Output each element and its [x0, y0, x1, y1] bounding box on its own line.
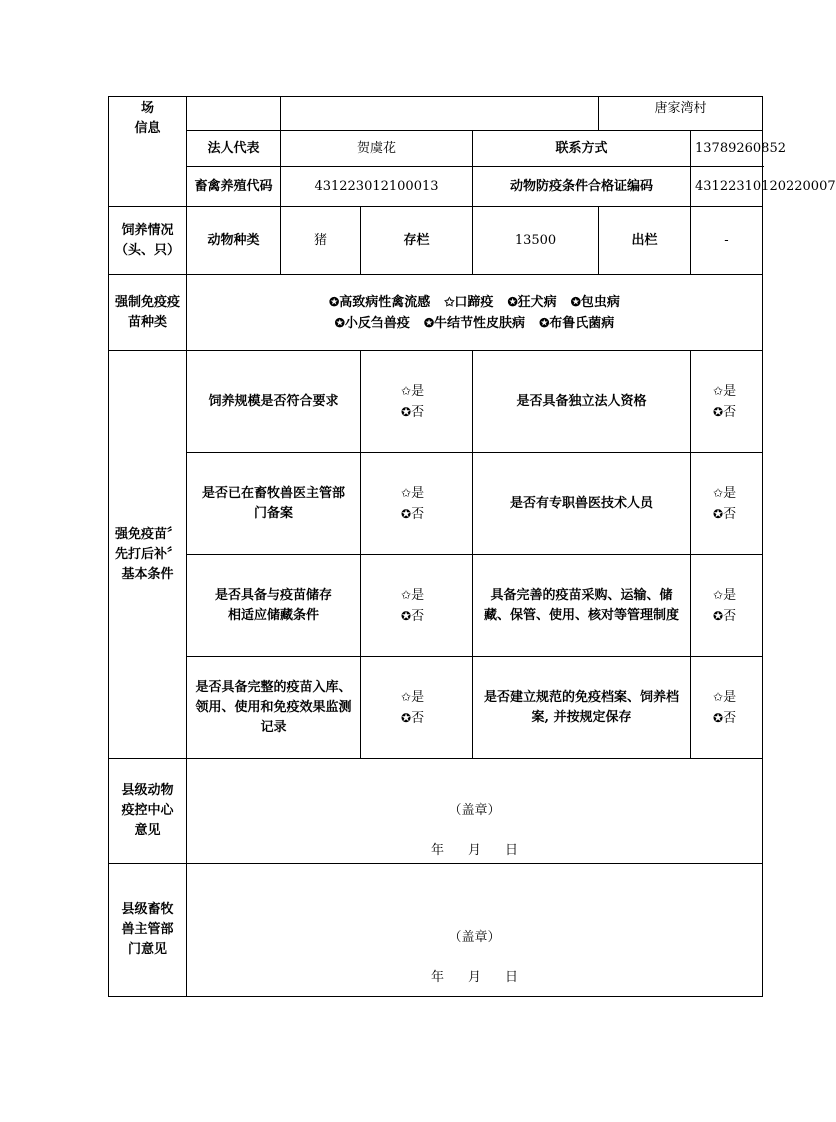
cert-code-label: 动物防疫条件合格证编码: [473, 167, 691, 207]
yes-no-choice[interactable]: ✩是 ✪否: [361, 453, 473, 555]
contact-value: 13789260852: [691, 131, 763, 167]
county-dept-label: 县级畜牧兽主管部门意见: [109, 864, 187, 997]
condition-question: 是否已在畜牧兽医主管部门备案: [187, 453, 361, 555]
radio-icon: ✪: [423, 315, 435, 330]
radio-icon: ✪: [334, 315, 345, 330]
radio-empty-icon: ✩: [401, 587, 412, 602]
out-label: 出栏: [599, 207, 691, 275]
date-line: 年 月 日: [430, 843, 519, 858]
radio-icon: ✩: [444, 294, 455, 309]
condition-question: 是否具备与疫苗储存相适应储藏条件: [187, 555, 361, 657]
radio-checked-icon: ✪: [713, 506, 724, 521]
species-value: 猪: [281, 207, 361, 275]
radio-checked-icon: ✪: [401, 608, 412, 623]
yes-no-choice[interactable]: ✩是 ✪否: [691, 453, 763, 555]
radio-icon: ✪: [539, 315, 550, 330]
yes-no-choice[interactable]: ✩是 ✪否: [691, 351, 763, 453]
condition-question: 具备完善的疫苗采购、运输、储藏、保管、使用、核对等管理制度: [473, 555, 691, 657]
county-center-label: 县级动物疫控中心意见: [109, 759, 187, 864]
vaccine-option[interactable]: ✪牛结节性皮肤病: [423, 315, 526, 331]
blank-cell: [281, 97, 599, 131]
vaccine-option[interactable]: ✪布鲁氏菌病: [539, 315, 615, 331]
breeding-code-label: 畜禽养殖代码: [187, 167, 281, 207]
legal-rep-value: 贺虞花: [281, 131, 473, 167]
stock-label: 存栏: [361, 207, 473, 275]
radio-icon: ✪: [507, 294, 518, 309]
radio-empty-icon: ✩: [713, 689, 724, 704]
breeding-label: 饲养情况（头、只）: [109, 207, 187, 275]
farm-info-label: 场 信息: [109, 97, 187, 207]
vaccine-option[interactable]: ✪狂犬病: [507, 294, 557, 310]
yes-no-choice[interactable]: ✩是 ✪否: [691, 555, 763, 657]
vaccine-list: [187, 275, 763, 351]
seal-text: （盖章）: [448, 930, 501, 945]
yes-no-choice[interactable]: ✩是 ✪否: [691, 657, 763, 759]
condition-question: 是否具备独立法人资格: [473, 351, 691, 453]
condition-question: 饲养规模是否符合要求: [187, 351, 361, 453]
yes-no-choice[interactable]: ✩是 ✪否: [361, 351, 473, 453]
radio-checked-icon: ✪: [401, 710, 412, 725]
village-value: 唐家湾村: [599, 97, 763, 131]
vaccine-option[interactable]: ✪高致病性禽流感: [329, 294, 431, 310]
radio-checked-icon: ✪: [401, 506, 412, 521]
condition-question: 是否建立规范的免疫档案、饲养档案, 并按规定保存: [473, 657, 691, 759]
out-value: -: [691, 207, 763, 275]
radio-checked-icon: ✪: [713, 404, 724, 419]
radio-empty-icon: ✩: [401, 689, 412, 704]
county-dept-opinion[interactable]: [187, 864, 763, 997]
yes-no-choice[interactable]: ✩是 ✪否: [361, 657, 473, 759]
radio-empty-icon: ✩: [713, 587, 724, 602]
vaccine-option[interactable]: ✩口蹄疫: [444, 294, 494, 310]
county-center-opinion[interactable]: [187, 759, 763, 864]
vaccine-option[interactable]: ✪包虫病: [570, 294, 620, 310]
contact-label: 联系方式: [473, 131, 691, 167]
radio-checked-icon: ✪: [713, 710, 724, 725]
seal-text: （盖章）: [448, 803, 501, 818]
conditions-label: 强免疫苗〞先打后补〞基本条件: [109, 351, 187, 759]
blank-cell: [187, 97, 281, 131]
date-line: 年 月 日: [430, 970, 519, 985]
condition-question: 是否具备完整的疫苗入库、领用、使用和免疫效果监测记录: [187, 657, 361, 759]
radio-empty-icon: ✩: [713, 485, 724, 500]
radio-empty-icon: ✩: [401, 485, 412, 500]
stock-value: 13500: [473, 207, 599, 275]
radio-icon: ✪: [329, 294, 340, 309]
condition-question: 是否有专职兽医技术人员: [473, 453, 691, 555]
application-form: [108, 96, 836, 997]
species-label: 动物种类: [187, 207, 281, 275]
cert-code-value: 43122310120220007: [691, 167, 763, 207]
legal-rep-label: 法人代表: [187, 131, 281, 167]
vaccine-option[interactable]: ✪小反刍兽疫: [334, 315, 410, 331]
radio-icon: ✪: [570, 294, 581, 309]
radio-checked-icon: ✪: [401, 404, 412, 419]
yes-no-choice[interactable]: ✩是 ✪否: [361, 555, 473, 657]
breeding-code-value: 431223012100013: [281, 167, 473, 207]
vaccine-label: 强制免疫疫苗种类: [109, 275, 187, 351]
radio-checked-icon: ✪: [713, 608, 724, 623]
radio-empty-icon: ✩: [401, 383, 412, 398]
radio-empty-icon: ✩: [713, 383, 724, 398]
